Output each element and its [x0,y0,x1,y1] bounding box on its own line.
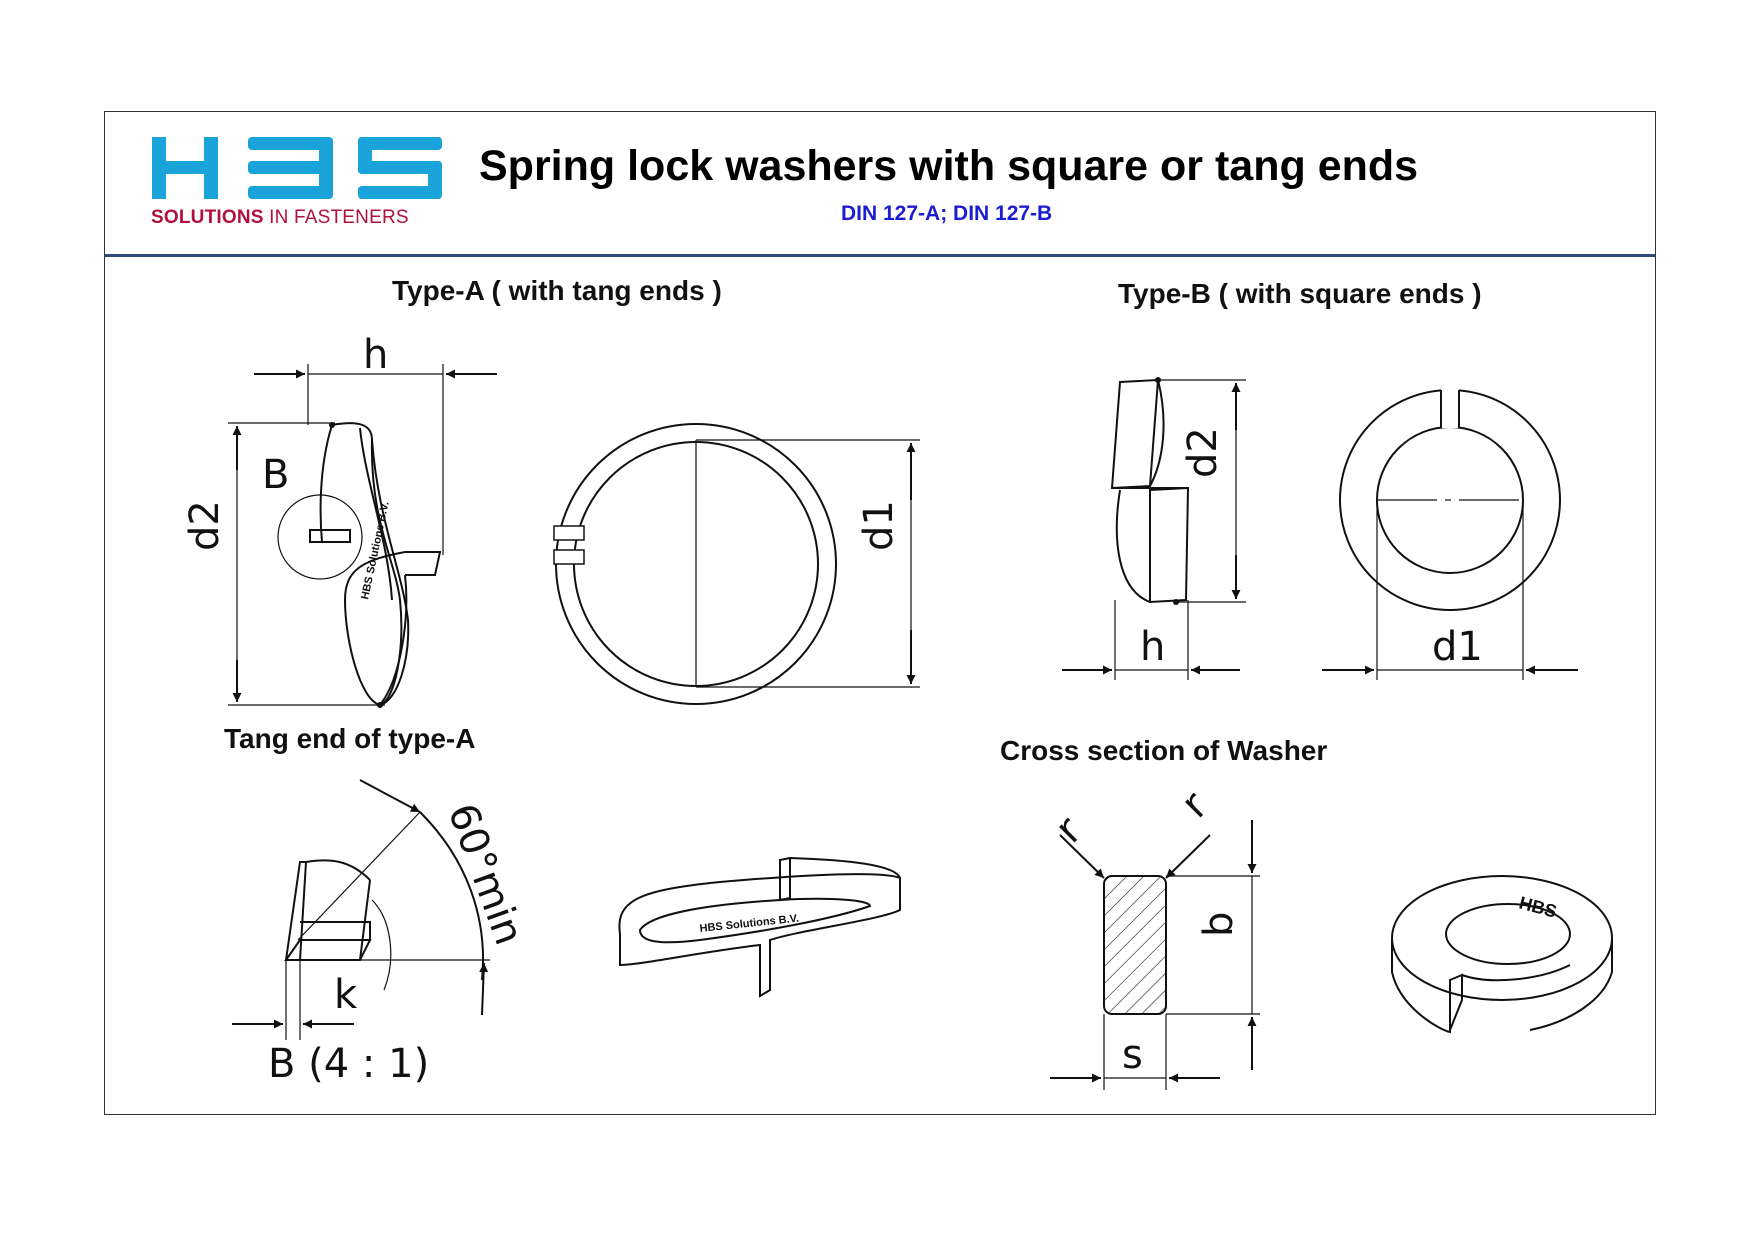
logo-tagline: SOLUTIONS IN FASTENERS [151,207,409,228]
tang-end-stamp: HBS Solutions B.V. [699,912,800,935]
cross-section-s-label: s [1122,1032,1143,1078]
page-title: Spring lock washers with square or tang ends [479,142,1419,190]
type-b-side-view [1062,377,1246,680]
type-a-b-label: B [262,452,290,498]
cross-section-r-right: r [1172,782,1217,828]
cross-section-b-label: b [1196,911,1242,937]
type-a-h-label: h [363,332,389,378]
washer-perspective [1392,876,1612,1032]
washer-stamp: HBS [1516,892,1559,922]
tang-end-heading: Tang end of type-A [224,723,476,754]
page-subtitle: DIN 127-A; DIN 127-B [841,202,1053,225]
type-a-side-view [182,332,497,708]
type-a-d1-label: d1 [856,500,902,551]
type-b-h-label: h [1140,624,1166,670]
type-b-d1-label: d1 [1432,624,1483,670]
type-a-stamp: HBS Solutions B.V. [359,500,392,601]
type-a-top-view [554,424,920,704]
tang-end-detail [232,780,532,1087]
tang-end-perspective [619,858,900,996]
tang-end-angle-label: 60°min [438,797,532,951]
type-b-heading: Type-B ( with square ends ) [1118,278,1482,309]
cross-section-r-left: r [1046,807,1091,853]
type-a-d2-label: d2 [182,500,228,551]
cross-section-view [1047,783,1260,1090]
type-b-d2-label: d2 [1180,427,1226,478]
type-a-heading: Type-A ( with tang ends ) [392,275,722,306]
cross-section-heading: Cross section of Washer [1000,735,1328,766]
tang-end-scale-label: B (4 : 1) [268,1041,430,1087]
tang-end-k-label: k [334,972,358,1018]
type-b-top-view [1322,386,1578,680]
